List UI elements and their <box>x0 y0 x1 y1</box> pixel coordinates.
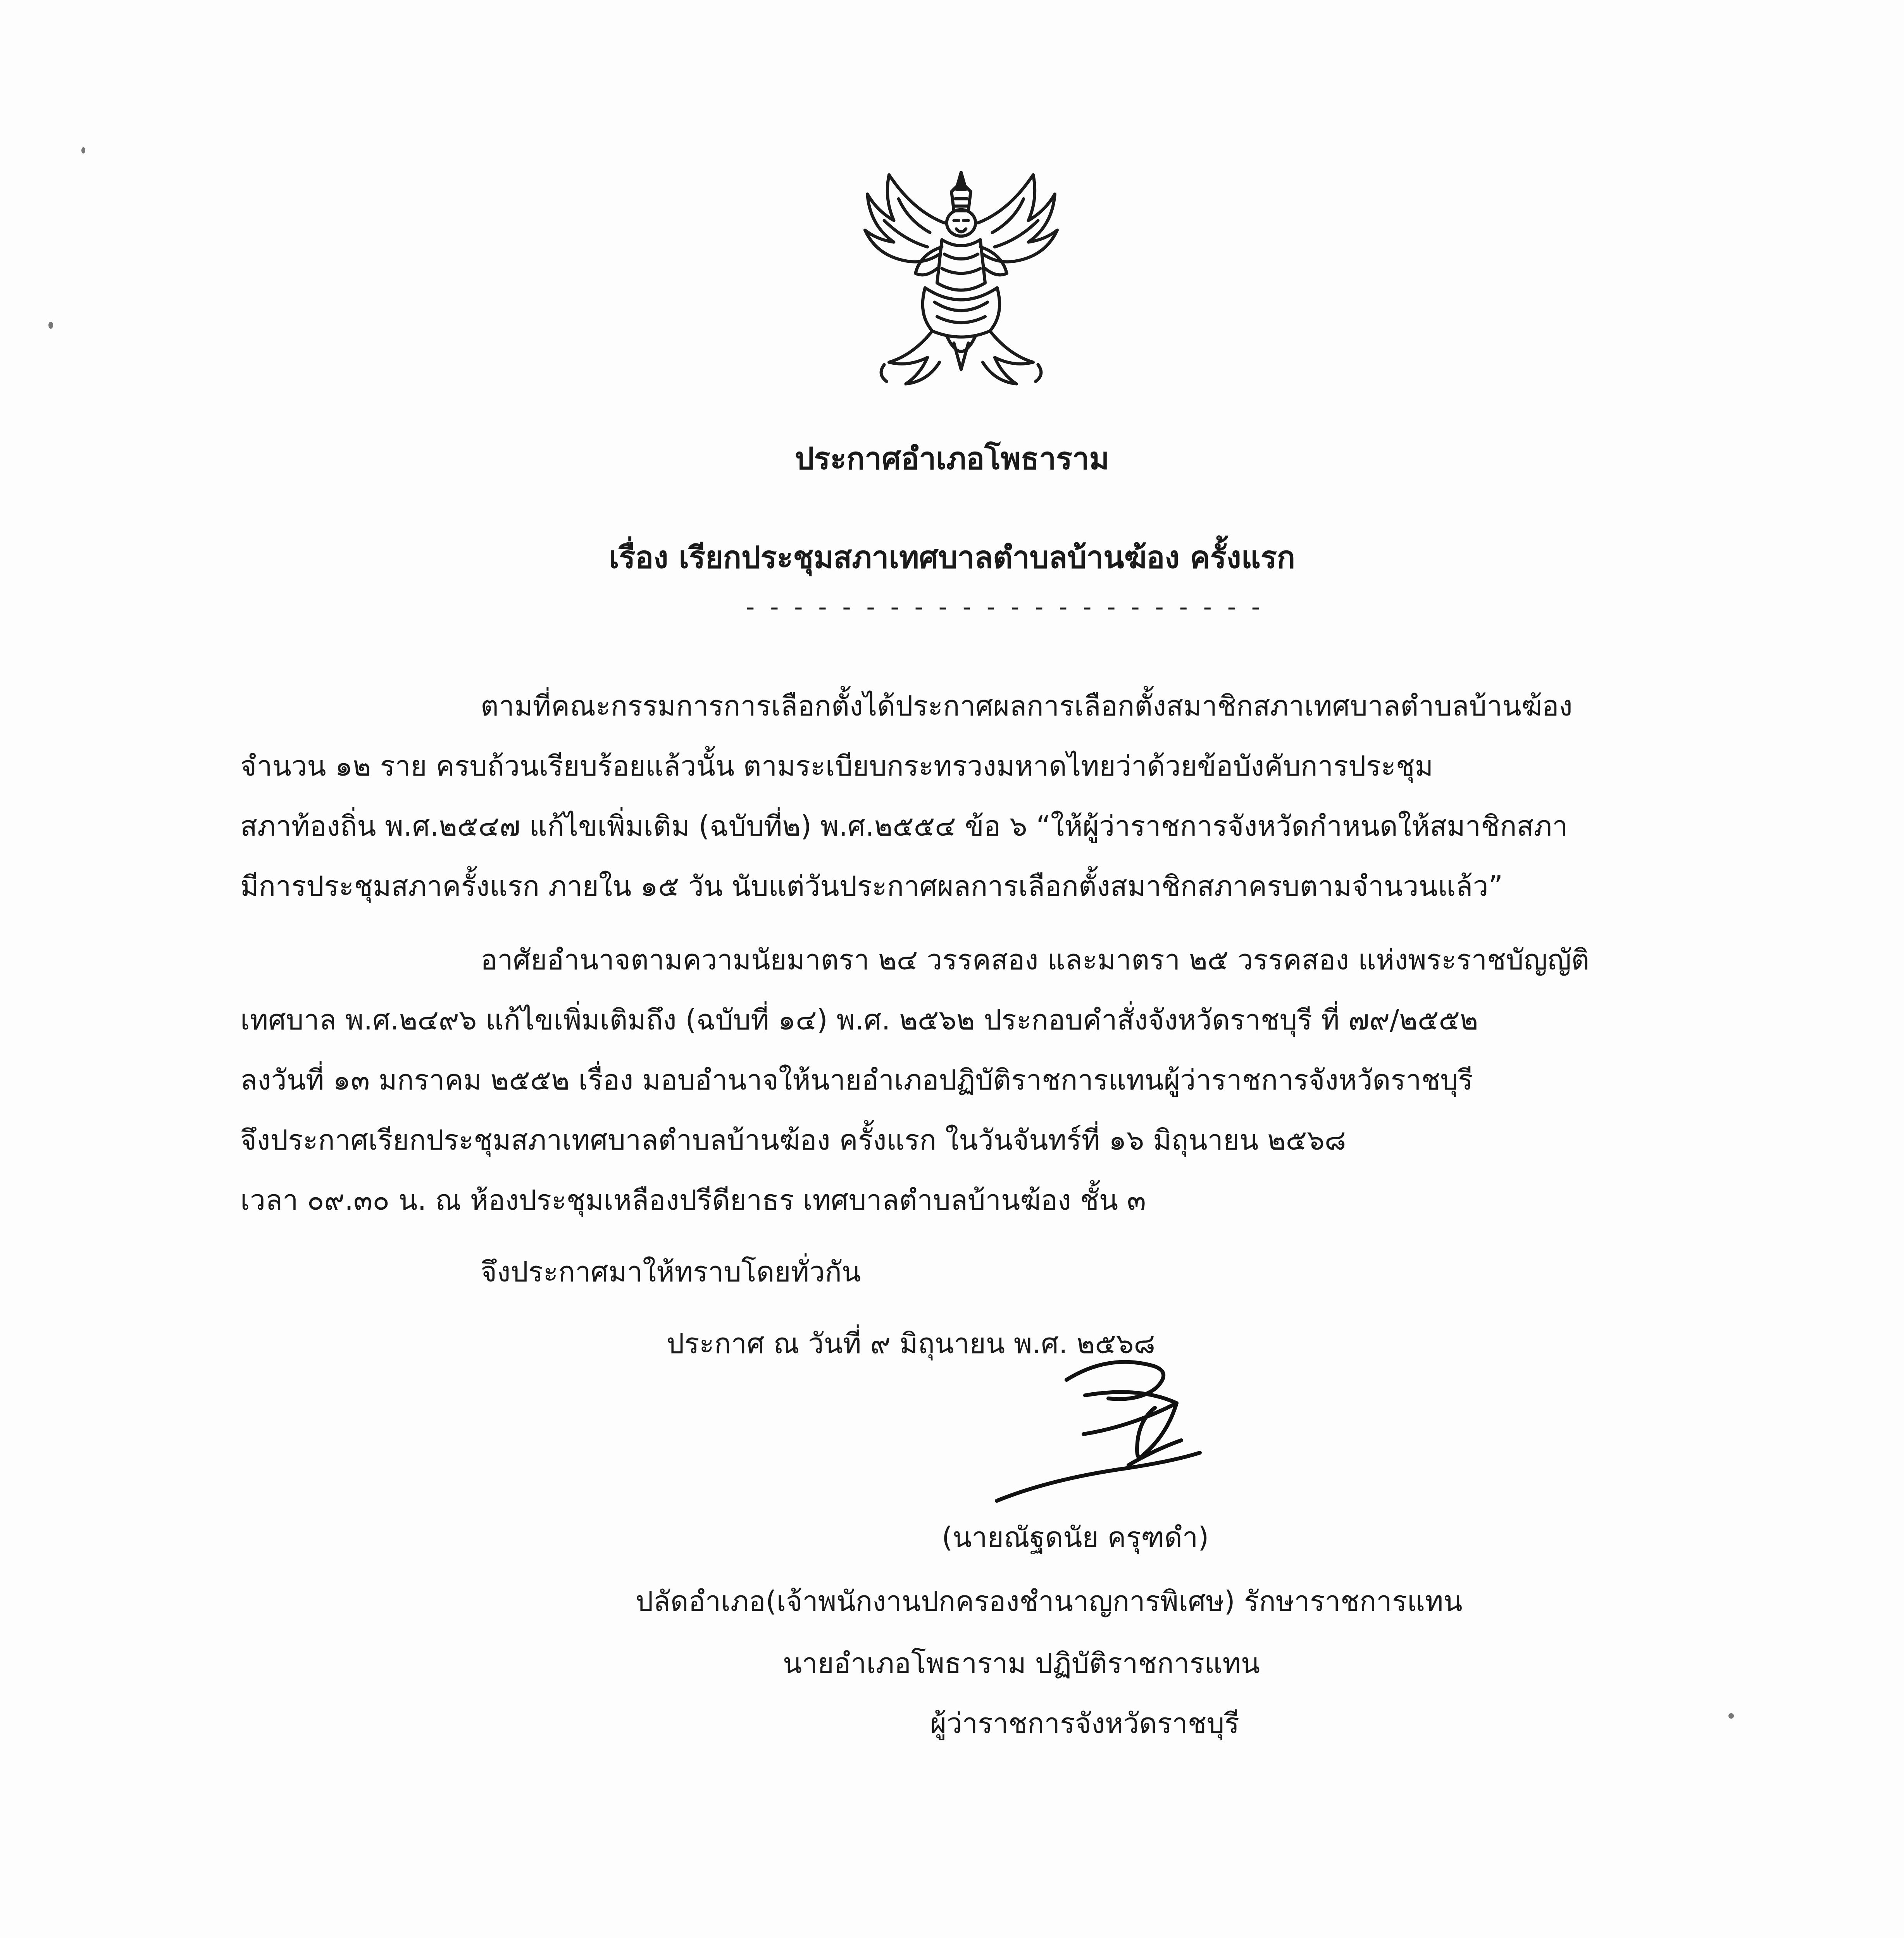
garuda-emblem-icon <box>841 163 1081 403</box>
paragraph-2-line: อาศัยอำนาจตามความนัยมาตรา ๒๔ วรรคสอง และมาตรา ๒๕ วรรคสอง แห่งพระราชบัญญัติ <box>481 943 1590 976</box>
handwritten-signature <box>992 1349 1209 1512</box>
paragraph-2-line: จึงประกาศเรียกประชุมสภาเทศบาลตำบลบ้านฆ้อง ครั้งแรก ในวันจันทร์ที่ ๑๖ มิถุนายน ๒๕๖๘ <box>240 1124 1346 1156</box>
signatory-position: นายอำเภอโพธาราม ปฏิบัติราชการแทน <box>783 1647 1260 1679</box>
signatory-position: ผู้ว่าราชการจังหวัดราชบุรี <box>930 1707 1240 1740</box>
paragraph-2-line: เทศบาล พ.ศ.๒๔๙๖ แก้ไขเพิ่มเติมถึง (ฉบับที่ ๑๔) พ.ศ. ๒๕๖๒ ประกอบคำสั่งจังหวัดราชบุรี ที่ ๗๙/๒๕๕๒ <box>240 1003 1478 1036</box>
scan-speck <box>81 147 85 153</box>
signatory-position: ปลัดอำเภอ(เจ้าพนักงานปกครองชำนาญการพิเศษ) รักษาราชการแทน <box>636 1585 1463 1617</box>
paragraph-1-line: ตามที่คณะกรรมการการเลือกตั้งได้ประกาศผลการเลือกตั้งสมาชิกสภาเทศบาลตำบลบ้านฆ้อง <box>481 690 1573 722</box>
announcement-title: ประกาศอำเภอโพธาราม <box>794 441 1110 476</box>
announcement-date: ประกาศ ณ วันที่ ๙ มิถุนายน พ.ศ. ๒๕๖๘ <box>667 1327 1155 1360</box>
paragraph-2-line: เวลา ๐๙.๓๐ น. ณ ห้องประชุมเหลืองปรีดียาธร เทศบาลตำบลบ้านฆ้อง ชั้น ๓ <box>240 1184 1146 1216</box>
paragraph-1-line: สภาท้องถิ่น พ.ศ.๒๕๔๗ แก้ไขเพิ่มเติม (ฉบับที่๒) พ.ศ.๒๕๕๔ ข้อ ๖ “ให้ผู้ว่าราชการจังหวัดกำหนดให้สมาชิกสภา <box>240 810 1568 842</box>
paragraph-1-line: มีการประชุมสภาครั้งแรก ภายใน ๑๕ วัน นับแต่วันประกาศผลการเลือกตั้งสมาชิกสภาครบตามจำนวนแล้ว” <box>240 870 1503 902</box>
closing-statement: จึงประกาศมาให้ทราบโดยทั่วกัน <box>481 1255 861 1288</box>
header-divider: - - - - - - - - - - - - - - - - - - - - - - <box>746 593 1264 621</box>
scan-speck <box>48 322 53 329</box>
paragraph-1-line: จำนวน ๑๒ ราย ครบถ้วนเรียบร้อยแล้วนั้น ตามระเบียบกระทรวงมหาดไทยว่าด้วยข้อบังคับการประชุม <box>240 750 1434 782</box>
announcement-subject: เรื่อง เรียกประชุมสภาเทศบาลตำบลบ้านฆ้อง ครั้งแรก <box>608 540 1296 575</box>
paragraph-2-line: ลงวันที่ ๑๓ มกราคม ๒๕๕๒ เรื่อง มอบอำนาจให้นายอำเภอปฏิบัติราชการแทนผู้ว่าราชการจังหวัดราชบุรี <box>240 1064 1473 1096</box>
scan-speck <box>1728 1713 1734 1719</box>
signatory-name: (นายณัฐดนัย ครุฑดำ) <box>942 1521 1209 1554</box>
